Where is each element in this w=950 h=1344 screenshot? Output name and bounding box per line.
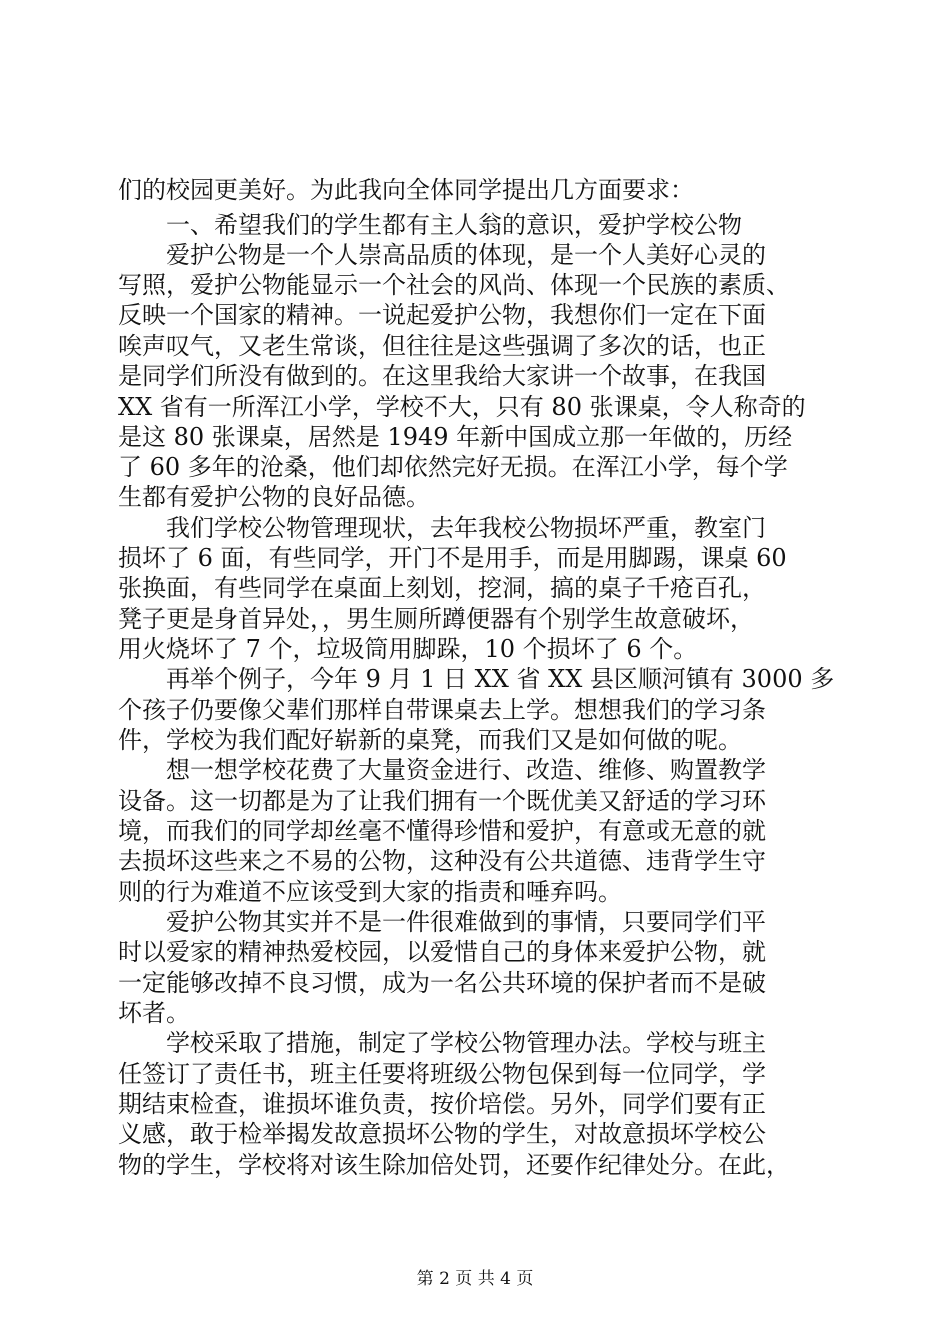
section-heading: 一、希望我们的学生都有主人翁的意识，爱护学校公物: [118, 211, 742, 239]
text-line: 唉声叹气，又老生常谈，但往往是这些强调了多次的话，也正: [118, 332, 766, 360]
text-line: XX 省有一所浑江小学，学校不大，只有 80 张课桌，令人称奇的: [118, 393, 806, 421]
text-line: 再举个例子，今年 9 月 1 日 XX 省 XX 县区顺河镇有 3000 多: [118, 665, 835, 693]
text-line: 设备。这一切都是为了让我们拥有一个既优美又舒适的学习环: [118, 787, 766, 815]
text-line: 件，学校为我们配好崭新的桌凳，而我们又是如何做的呢。: [118, 726, 742, 754]
text-line: 是同学们所没有做到的。在这里我给大家讲一个故事，在我国: [118, 362, 766, 390]
text-line: 损坏了 6 面，有些同学，开门不是用手，而是用脚踢，课桌 60: [118, 544, 787, 572]
text-line: 坏者。: [118, 999, 190, 1027]
text-line: 想一想学校花费了大量资金进行、改造、维修、购置教学: [118, 756, 766, 784]
text-line: 物的学生，学校将对该生除加倍处罚，还要作纪律处分。在此，: [118, 1151, 790, 1179]
text-line: 我们学校公物管理现状，去年我校公物损坏严重，教室门: [118, 514, 766, 542]
text-line: 爱护公物是一个人崇高品质的体现，是一个人美好心灵的: [118, 241, 766, 269]
text-line: 任签订了责任书，班主任要将班级公物包保到每一位同学，学: [118, 1060, 766, 1088]
text-line: 个孩子仍要像父辈们那样自带课桌去上学。想想我们的学习条: [118, 696, 766, 724]
text-line: 张换面，有些同学在桌面上刻划，挖洞，搞的桌子千疮百孔，: [118, 574, 766, 602]
text-line: 用火烧坏了 7 个，垃圾筒用脚跺，10 个损坏了 6 个。: [118, 635, 698, 663]
text-line: 是这 80 张课桌，居然是 1949 年新中国成立那一年做的，历经: [118, 423, 793, 451]
text-line: 学校采取了措施，制定了学校公物管理办法。学校与班主: [118, 1029, 766, 1057]
text-line: 爱护公物其实并不是一件很难做到的事情，只要同学们平: [118, 908, 766, 936]
text-line: 了 60 多年的沧桑，他们却依然完好无损。在浑江小学，每个学: [118, 453, 788, 481]
text-line: 时以爱家的精神热爱校园，以爱惜自己的身体来爱护公物，就: [118, 938, 766, 966]
text-line: 义感，敢于检举揭发故意损坏公物的学生，对故意损坏学校公: [118, 1120, 766, 1148]
text-line: 们的校园更美好。为此我向全体同学提出几方面要求：: [118, 176, 694, 204]
text-line: 一定能够改掉不良习惯，成为一名公共环境的保护者而不是破: [118, 969, 766, 997]
text-line: 反映一个国家的精神。一说起爱护公物，我想你们一定在下面: [118, 301, 766, 329]
page-footer: 第 2 页 共 4 页: [416, 1269, 534, 1289]
text-line: 则的行为难道不应该受到大家的指责和唾弃吗。: [118, 878, 622, 906]
text-line: 生都有爱护公物的良好品德。: [118, 483, 430, 511]
text-line: 凳子更是身首异处，，男生厕所蹲便器有个别学生故意破坏，: [118, 605, 754, 633]
text-line: 去损坏这些来之不易的公物，这种没有公共道德、违背学生守: [118, 847, 766, 875]
text-line: 境，而我们的同学却丝毫不懂得珍惜和爱护，有意或无意的就: [118, 817, 766, 845]
text-line: 写照，爱护公物能显示一个社会的风尚、体现一个民族的素质、: [118, 271, 790, 299]
text-line: 期结束检查，谁损坏谁负责，按价培偿。另外，同学们要有正: [118, 1090, 766, 1118]
